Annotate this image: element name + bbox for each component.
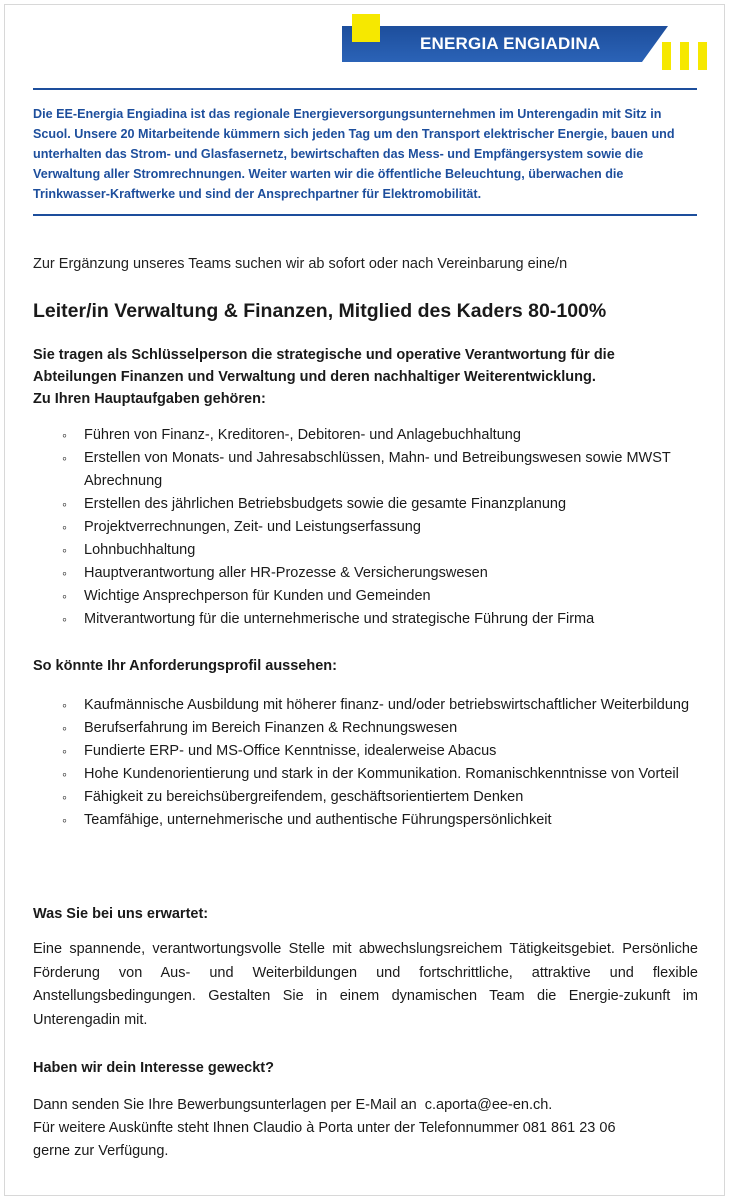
profile-item: ◦ Fundierte ERP- und MS-Office Kenntnisse, idealerweise Abacus [62, 740, 707, 763]
task-item: ◦ Lohnbuchhaltung [62, 539, 707, 562]
logo-yellow-column [698, 42, 707, 70]
logo-text: ENERGIA ENGIADINA [420, 34, 601, 53]
role-summary [33, 344, 703, 410]
task-item: ◦ Wichtige Ansprechperson für Kunden und Gemeinden [62, 585, 707, 608]
task-item: ◦ Projektverrechnungen, Zeit- und Leistungserfassung [62, 516, 707, 539]
company-intro: Die EE-Energia Engiadina ist das regionale Energieversorgungsunternehmen im Unterengadin mit Sitz in Scuol. Unsere 20 Mitarbeitende kümmern sich jeden Tag um den Transport elektrischer Energie, bauen und unterhalten das Strom- und Glasfasernetz, bewirtschaften das Mess- und Empfängersystem sowie die Verwaltung aller Stromrechnungen. Weiter warten wir die öffentliche Beleuchtung, überwachen die Trinkwasser-Kraftwerke und sind der Ansprechpartner für Elektromobilität. [33, 107, 675, 201]
contact-line-text: Dann senden Sie Ihre Bewerbungsunterlagen per E-Mail an [33, 1097, 417, 1113]
task-item: ◦ Führen von Finanz-, Kreditoren-, Debitoren- und Anlagebuchhaltung [62, 424, 707, 447]
contact-line: gerne zur Verfügung. [33, 1143, 169, 1159]
company-logo [342, 14, 720, 74]
contact-email-link[interactable]: c.aporta@ee-en.ch [424, 1097, 549, 1113]
contact-line [33, 1094, 701, 1117]
profile-item: ◦ Fähigkeit zu bereichsübergreifendem, geschäftsorientiertem Denken [62, 786, 707, 809]
summary-line: Abteilungen Finanzen und Verwaltung und deren nachhaltiger Weiterentwicklung. [33, 369, 596, 385]
profile-list [62, 694, 707, 832]
profile-item: ◦ Teamfähige, unternehmerische und authentische Führungspersönlichkeit [62, 809, 707, 832]
contact-line: Für weitere Auskünfte steht Ihnen Claudio à Porta unter der Telefonnummer 081 861 23 06 [33, 1120, 616, 1136]
logo-yellow-column [680, 42, 689, 70]
logo-yellow-square [352, 14, 380, 42]
profile-item: ◦ Kaufmännische Ausbildung mit höherer finanz- und/oder betriebswirtschaftlicher Weiterbildung [62, 694, 707, 717]
profile-item: ◦ Hohe Kundenorientierung und stark in der Kommunikation. Romanischkenntnisse von Vorteil [62, 763, 707, 786]
task-item: ◦ Hauptverantwortung aller HR-Prozesse & Versicherungswesen [62, 562, 707, 585]
task-item: ◦ Erstellen des jährlichen Betriebsbudgets sowie die gesamte Finanzplanung [62, 493, 707, 516]
interest-heading: Haben wir dein Interesse geweckt? [33, 1060, 274, 1076]
task-item: ◦ Mitverantwortung für die unternehmerische und strategische Führung der Firma [62, 608, 707, 631]
profile-heading: So könnte Ihr Anforderungsprofil aussehen: [33, 658, 337, 674]
task-item: ◦ Erstellen von Monats- und Jahresabschlüssen, Mahn- und Betreibungswesen sowie MWST Abrechnung [62, 447, 707, 493]
contact-line-end: . [548, 1097, 553, 1113]
offer-heading: Was Sie bei uns erwartet: [33, 906, 209, 922]
offer-text: Eine spannende, verantwortungsvolle Stelle mit abwechslungsreichem Tätigkeitsgebiet. Persönliche Förderung von Aus- und Weiterbildungen und fortschrittliche, attraktive und flexible Anstellungsbedingungen. Gestalten Sie in einem dynamischen Team die Energie-zukunft im Unterengadin mit. [33, 941, 698, 1028]
summary-line: Sie tragen als Schlüsselperson die strategische und operative Verantwortung für die [33, 347, 615, 363]
top-divider [33, 88, 697, 90]
logo-yellow-column [662, 42, 671, 70]
intro-divider [33, 214, 697, 216]
lead-text: Zur Ergänzung unseres Teams suchen wir ab sofort oder nach Vereinbarung eine/n [33, 256, 568, 272]
tasks-list [62, 424, 707, 631]
summary-line: Zu Ihren Hauptaufgaben gehören: [33, 391, 266, 407]
job-title: Leiter/in Verwaltung & Finanzen, Mitglied des Kaders 80-100% [33, 300, 607, 322]
profile-item: ◦ Berufserfahrung im Bereich Finanzen & Rechnungswesen [62, 717, 707, 740]
contact-block [33, 1094, 701, 1163]
